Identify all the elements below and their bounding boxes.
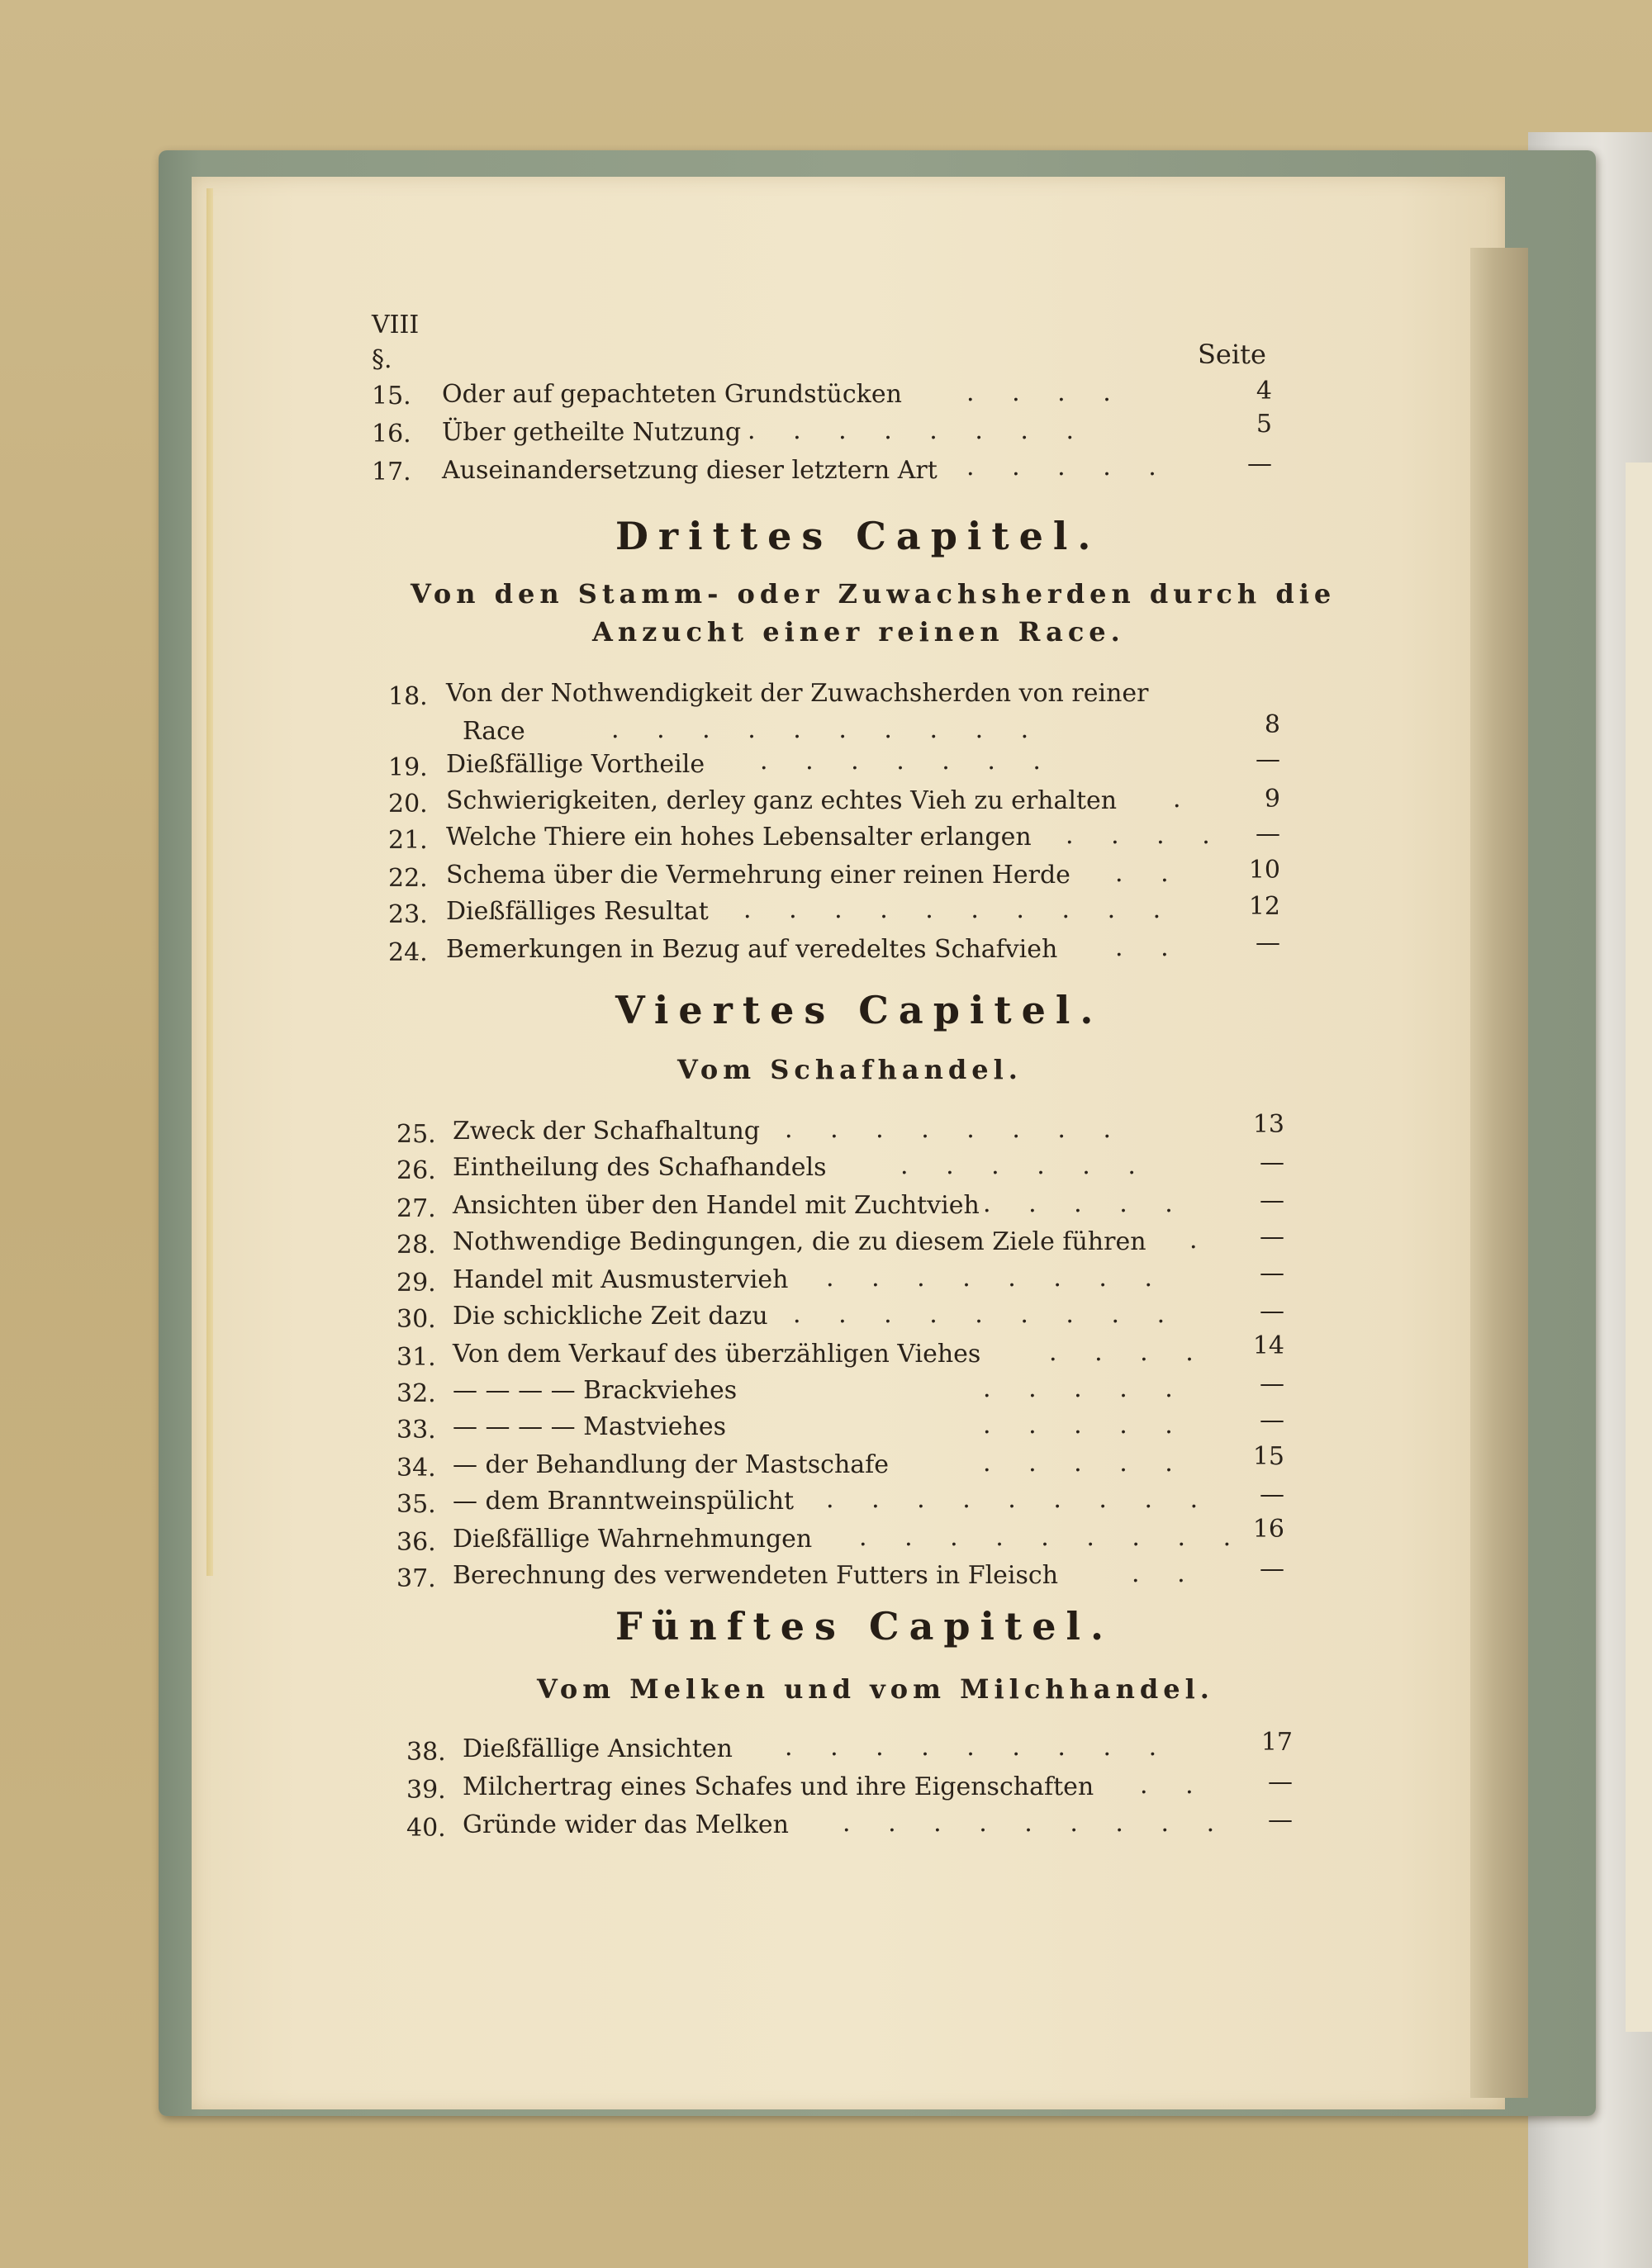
entry-title: Welche Thiere ein hohes Lebensalter erlangen (446, 823, 1032, 852)
entry-page: — (1247, 449, 1272, 478)
entry-page: 4 (1256, 377, 1272, 406)
entry-page: — (1260, 1554, 1284, 1583)
entry-number: 30. (396, 1305, 436, 1334)
chapter-subtitle: Anzucht einer reinen Race. (592, 616, 1125, 648)
entry-page: 17 (1260, 1728, 1293, 1757)
entry-title: — — — — Brackviehes (453, 1376, 738, 1405)
entry-page: — (1256, 928, 1280, 957)
entry-page: — (1260, 1369, 1284, 1398)
entry-number: 21. (388, 826, 428, 855)
entry-page: — (1260, 1148, 1284, 1177)
entry-page: — (1268, 1767, 1293, 1796)
entry-number: 16. (372, 420, 411, 448)
entry-number: 29. (396, 1269, 436, 1298)
entry-title: Dießfälliges Resultat (446, 897, 709, 926)
entry-title: Die schickliche Zeit dazu (453, 1302, 768, 1331)
leader-dots: . . . . . (983, 1449, 1188, 1478)
entry-number: 31. (396, 1343, 436, 1372)
entry-title: Dießfällige Ansichten (463, 1734, 733, 1763)
entry-title: Bemerkungen in Bezug auf veredeltes Schafvieh (446, 935, 1058, 964)
entry-page: — (1260, 1406, 1284, 1435)
entry-title: Milchertrag eines Schafes und ihre Eigenschaften (463, 1772, 1094, 1801)
leader-dots: . . (1140, 1771, 1208, 1800)
entry-title: — — — — Mastviehes (453, 1412, 726, 1441)
entry-title: — der Behandlung der Mastschafe (453, 1450, 890, 1479)
entry-page: 8 (1264, 710, 1280, 739)
entry-number: 22. (388, 864, 428, 893)
entry-title: Über getheilte Nutzung (442, 418, 742, 447)
entry-number: 20. (388, 790, 428, 818)
leader-dots: . . . . . . (900, 1151, 1151, 1180)
entry-title: Handel mit Ausmustervieh (453, 1265, 789, 1294)
leader-dots: . . . . (1049, 1338, 1208, 1367)
chapter-heading: Viertes Capitel. (615, 988, 1104, 1032)
entry-page: — (1256, 819, 1280, 848)
entry-number: 27. (396, 1194, 436, 1223)
facing-page-text-edge (1626, 463, 1652, 2032)
entry-title: Oder auf gepachteten Grundstücken (442, 380, 902, 409)
entry-number: 39. (406, 1776, 446, 1805)
entry-page: 12 (1248, 892, 1280, 921)
entry-title-continued: Race (463, 717, 525, 746)
leader-dots: . . . . . . . . . . (743, 895, 1176, 924)
entry-number: 25. (396, 1120, 436, 1149)
entry-title: — dem Branntweinspülicht (453, 1487, 795, 1516)
entry-number: 36. (396, 1528, 436, 1557)
entry-title: Nothwendige Bedingungen, die zu diesem Ziele führen (453, 1227, 1146, 1256)
leader-dots: . . . . . . . . . (859, 1523, 1246, 1552)
leader-dots: . (1189, 1226, 1213, 1255)
book-gutter (1470, 248, 1528, 2098)
entry-number: 18. (388, 682, 428, 711)
entry-page: 16 (1252, 1515, 1284, 1544)
entry-page: — (1260, 1186, 1284, 1215)
entry-title: Zweck der Schafhaltung (453, 1117, 760, 1146)
page-edge (206, 188, 213, 1576)
leader-dots: . . (1132, 1559, 1200, 1588)
leader-dots: . . . . . . . . (748, 416, 1089, 445)
entry-page: — (1260, 1297, 1284, 1326)
entry-page: 15 (1252, 1442, 1284, 1471)
entry-number: 23. (388, 900, 428, 929)
leader-dots: . . . . . (966, 453, 1171, 482)
entry-number: 28. (396, 1231, 436, 1260)
entry-title: Gründe wider das Melken (463, 1810, 789, 1839)
entry-number: 33. (396, 1416, 436, 1445)
leader-dots: . . . . . . . . . (826, 1485, 1213, 1514)
entry-title: Schwierigkeiten, derley ganz echtes Vieh zu erhalten (446, 786, 1118, 815)
entry-title: Dießfällige Wahrnehmungen (453, 1525, 813, 1554)
entry-number: 35. (396, 1490, 436, 1519)
leader-dots: . . . . . . . . . (793, 1300, 1180, 1329)
leader-dots: . . . . . . . . (785, 1115, 1127, 1144)
entry-page: — (1268, 1805, 1293, 1834)
chapter-subtitle: Vom Schafhandel. (677, 1054, 1023, 1085)
entry-number: 34. (396, 1454, 436, 1483)
chapter-heading: Fünftes Capitel. (615, 1604, 1114, 1649)
entry-page: 9 (1264, 785, 1280, 814)
entry-number: 38. (406, 1738, 446, 1767)
section-symbol: §. (372, 345, 392, 374)
chapter-heading: Drittes Capitel. (615, 514, 1101, 558)
entry-title: Von dem Verkauf des überzähligen Viehes (453, 1340, 981, 1369)
entry-title: Von der Nothwendigkeit der Zuwachsherden von reiner (446, 679, 1149, 708)
entry-title: Auseinandersetzung dieser letztern Art (442, 456, 938, 485)
leader-dots: . . . . . (983, 1374, 1188, 1403)
leader-dots: . . . . . . . . . (785, 1733, 1172, 1762)
entry-page: — (1260, 1480, 1284, 1509)
entry-number: 32. (396, 1379, 436, 1408)
leader-dots: . (1173, 785, 1196, 814)
chapter-subtitle: Von den Stamm- oder Zuwachsherden durch die (411, 578, 1336, 610)
entry-number: 26. (396, 1156, 436, 1185)
leader-dots: . . . . (966, 378, 1126, 407)
entry-title: Berechnung des verwendeten Futters in Fleisch (453, 1561, 1059, 1590)
leader-dots: . . . . . . . . . . (611, 715, 1044, 744)
leader-dots: . . (1115, 859, 1184, 888)
entry-number: 15. (372, 382, 411, 410)
page-number: VIII (372, 311, 420, 339)
entry-number: 37. (396, 1564, 436, 1593)
leader-dots: . . (1115, 933, 1184, 962)
leader-dots: . . . . . . . . (826, 1264, 1168, 1293)
entry-title: Dießfällige Vortheile (446, 750, 705, 779)
leader-dots: . . . . . . . . . (843, 1809, 1230, 1838)
entry-number: 24. (388, 938, 428, 967)
leader-dots: . . . . (1066, 821, 1225, 850)
entry-page: 10 (1248, 856, 1280, 885)
entry-title: Ansichten über den Handel mit Zuchtvieh (453, 1191, 980, 1220)
entry-page: 13 (1252, 1110, 1284, 1139)
entry-page: — (1260, 1259, 1284, 1288)
chapter-subtitle: Vom Melken und vom Milchhandel. (537, 1673, 1214, 1705)
entry-title: Eintheilung des Schafhandels (453, 1153, 827, 1182)
entry-number: 19. (388, 753, 428, 782)
entry-title: Schema über die Vermehrung einer reinen Herde (446, 861, 1070, 890)
entry-page: — (1260, 1222, 1284, 1251)
seite-label: Seite (1198, 339, 1266, 370)
leader-dots: . . . . . . . (760, 747, 1056, 776)
entry-page: 14 (1252, 1331, 1284, 1360)
leader-dots: . . . . . (983, 1189, 1188, 1218)
leader-dots: . . . . . (983, 1411, 1188, 1440)
entry-page: — (1256, 745, 1280, 774)
entry-number: 17. (372, 458, 411, 486)
entry-page: 5 (1256, 410, 1272, 439)
entry-number: 40. (406, 1814, 446, 1843)
